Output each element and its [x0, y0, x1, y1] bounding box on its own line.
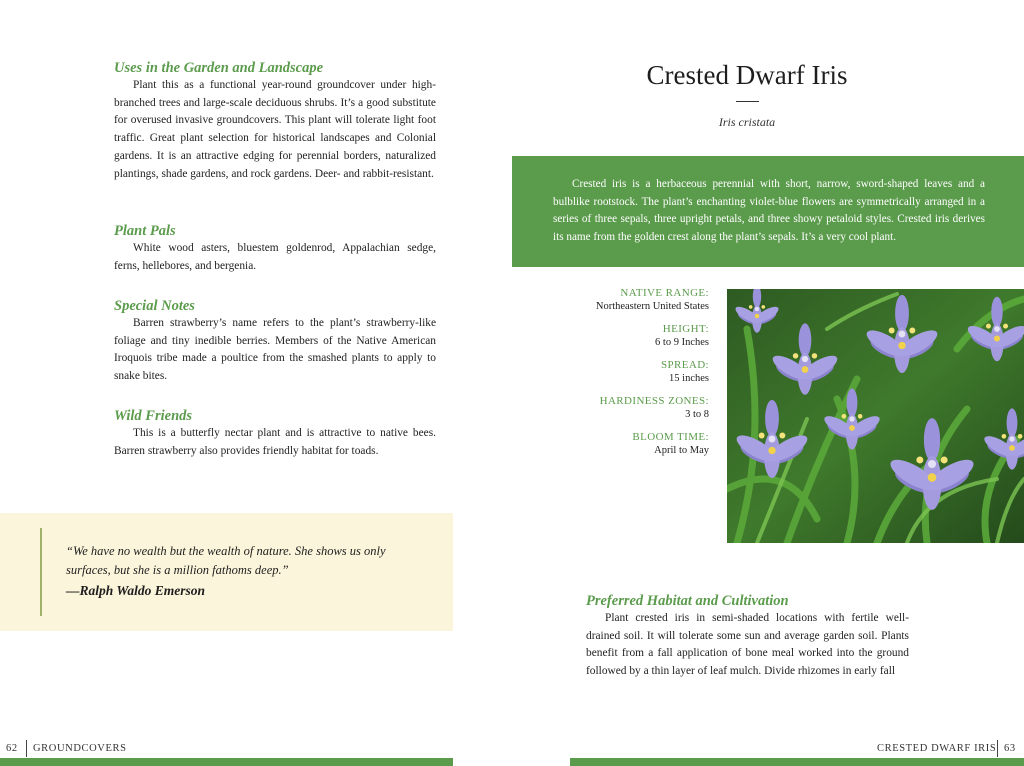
- section-heading: Preferred Habitat and Cultivation: [586, 593, 789, 609]
- fact-label: BLOOM TIME:: [632, 431, 709, 443]
- section-body: White wood asters, bluestem goldenrod, Appalachian sedge, ferns, hellebores, and bergenia.: [114, 242, 436, 272]
- title-rule: [736, 101, 759, 102]
- fact-bloom-time: [519, 431, 709, 457]
- fact-label: HARDINESS ZONES:: [599, 395, 709, 407]
- page-title: Crested Dwarf Iris: [646, 60, 848, 90]
- running-head-left: GROUNDCOVERS: [33, 743, 127, 754]
- fact-value: April to May: [654, 445, 709, 456]
- fact-height: [519, 323, 709, 349]
- section-body: Barren strawberry’s name refers to the plant’s strawberry-like foliage and tiny inedible berries. Members of the Native American Iroquois tribe made a poultice from the smashed plants to apply to snake bites.: [114, 317, 436, 383]
- section-heading: Special Notes: [114, 298, 195, 314]
- section-heading: Plant Pals: [114, 223, 176, 239]
- fact-label: SPREAD:: [660, 359, 709, 371]
- fact-native-range: [519, 287, 709, 313]
- section-heading: Wild Friends: [114, 408, 193, 424]
- page-number-right: 63: [1004, 743, 1016, 754]
- fact-value: 3 to 8: [685, 409, 709, 420]
- fact-value: 15 inches: [669, 373, 709, 384]
- fact-value: 6 to 9 Inches: [655, 337, 709, 348]
- right-page: [512, 0, 1024, 766]
- section-body: Plant this as a functional year-round groundcover under high-branched trees and large-scale deciduous shrubs. It’s a good substitute for overused invasive groundcovers. This plant will tolerate light foot traffic. Great plant selection for historical landscapes and Colonial gardens. It is an attractive edging for perennial borders, naturalized plantings, shade gardens, and rock gardens. Deer- and rabbit-resistant.: [114, 79, 436, 180]
- page-number-left: 62: [6, 743, 18, 754]
- quote-text: “We have no wealth but the wealth of nature. She shows us only surfaces, but she is a million fathoms deep.”: [66, 544, 386, 577]
- plant-facts: [519, 287, 709, 467]
- running-head-right: CRESTED DWARF IRIS: [877, 743, 997, 754]
- section-wild-friends: [114, 407, 436, 460]
- section-body: This is a butterfly nectar plant and is attractive to native bees. Barren strawberry also provides friendly habitat for toads.: [114, 427, 436, 457]
- section-uses: [114, 59, 436, 183]
- quote-rule: [40, 528, 42, 616]
- section-heading: Uses in the Garden and Landscape: [114, 60, 324, 76]
- iris-photo: [727, 289, 1024, 543]
- fact-hardiness-zones: [519, 395, 709, 421]
- footer-bar-left: [0, 758, 453, 766]
- intro-text: Crested iris is a herbaceous perennial with short, narrow, sword-shaped leaves and a bulblike rootstock. The plant’s enchanting violet-blue flowers are symmetrically arranged in a series of three sepals, three upright petals, and three showy petaloid styles. Crested iris derives its name from the golden crest along the plant’s sepals. It’s a very cool plant.: [553, 178, 985, 243]
- iris-photo-illustration: [727, 289, 1024, 543]
- section-habitat: [586, 592, 909, 681]
- section-plant-pals: [114, 222, 436, 275]
- folio-divider: [26, 740, 27, 757]
- folio-divider: [997, 740, 998, 757]
- quote-author: —Ralph Waldo Emerson: [66, 583, 206, 598]
- section-special-notes: [114, 297, 436, 386]
- section-body: Plant crested iris in semi-shaded locations with fertile well-drained soil. It will tolerate some sun and average garden soil. Plants benefit from a fall application of bone meal worked into the ground followed by a thin layer of leaf mulch. Divide rhizomes in early fall: [586, 612, 909, 678]
- fact-label: HEIGHT:: [662, 323, 709, 335]
- scientific-name: Iris cristata: [718, 115, 776, 129]
- fact-label: NATIVE RANGE:: [620, 287, 709, 299]
- fact-spread: [519, 359, 709, 385]
- footer-bar-right: [570, 758, 1024, 766]
- fact-value: Northeastern United States: [595, 301, 709, 312]
